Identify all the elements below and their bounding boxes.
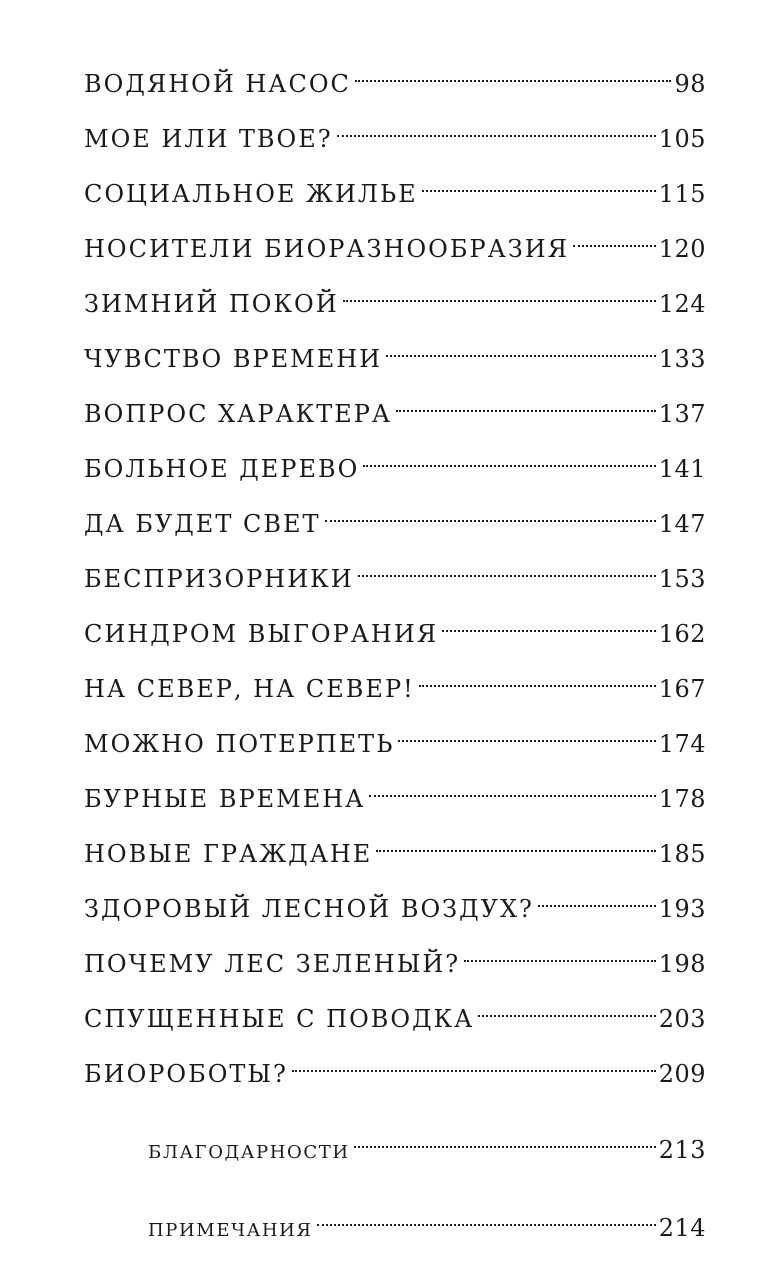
toc-entry-title: ПРИМЕЧАНИЯ bbox=[148, 1220, 313, 1241]
toc-entry-title: ДА БУДЕТ СВЕТ bbox=[84, 510, 321, 538]
toc-entry-page: 193 bbox=[658, 895, 706, 923]
toc-entry-page: 115 bbox=[658, 180, 706, 208]
toc-entry-title: БЕСПРИЗОРНИКИ bbox=[84, 565, 354, 593]
toc-entry bbox=[84, 272, 706, 318]
toc-entry-page: 203 bbox=[658, 1005, 706, 1033]
toc-entry-title: БИОРОБОТЫ? bbox=[84, 1060, 288, 1088]
toc-entry-page: 213 bbox=[658, 1136, 706, 1164]
toc-entry-title: БЛАГОДАРНОСТИ bbox=[148, 1142, 350, 1163]
toc-entry-title: МОЕ ИЛИ ТВОЕ? bbox=[84, 125, 333, 153]
toc-entry bbox=[84, 217, 706, 263]
dot-leader bbox=[292, 1042, 656, 1082]
dot-leader bbox=[363, 437, 655, 477]
toc-entry-title: ЗДОРОВЫЙ ЛЕСНОЙ ВОЗДУХ? bbox=[84, 895, 534, 923]
toc-entry-title: МОЖНО ПОТЕРПЕТЬ bbox=[84, 730, 395, 758]
dot-leader bbox=[573, 217, 656, 257]
dot-leader bbox=[478, 987, 655, 1027]
toc-entry bbox=[84, 52, 706, 98]
toc-entry-page: 137 bbox=[658, 400, 706, 428]
dot-leader bbox=[325, 492, 656, 532]
toc-entry-title: БУРНЫЕ ВРЕМЕНА bbox=[84, 785, 366, 813]
toc-entry-title: НА СЕВЕР, НА СЕВЕР! bbox=[84, 675, 415, 703]
dot-leader bbox=[343, 272, 656, 312]
toc-entry-title: СОЦИАЛЬНОЕ ЖИЛЬЕ bbox=[84, 180, 418, 208]
toc-entry-title: ЧУВСТВО ВРЕМЕНИ bbox=[84, 345, 383, 373]
dot-leader bbox=[337, 107, 656, 147]
toc-entry-title: ВОПРОС ХАРАКТЕРА bbox=[84, 400, 393, 428]
toc-entry bbox=[84, 382, 706, 428]
toc-entry-title: СИНДРОМ ВЫГОРАНИЯ bbox=[84, 620, 439, 648]
dot-leader bbox=[419, 657, 656, 697]
dot-leader bbox=[317, 1196, 656, 1236]
toc-entry bbox=[84, 107, 706, 153]
toc-entry-title: БОЛЬНОЕ ДЕРЕВО bbox=[84, 455, 360, 483]
toc-entry bbox=[84, 602, 706, 648]
toc-entry bbox=[84, 657, 706, 703]
toc-entry-title: ВОДЯНОЙ НАСОС bbox=[84, 70, 351, 98]
toc-entry-page: 214 bbox=[658, 1214, 706, 1242]
toc-entry-page: 167 bbox=[658, 675, 706, 703]
toc-back-matter-entry bbox=[148, 1196, 706, 1242]
toc-entry bbox=[84, 492, 706, 538]
toc-entry bbox=[84, 547, 706, 593]
toc-entry bbox=[84, 437, 706, 483]
dot-leader bbox=[355, 52, 672, 92]
toc-entry bbox=[84, 822, 706, 868]
toc-entry bbox=[84, 327, 706, 373]
toc-entry-title: НОВЫЕ ГРАЖДАНЕ bbox=[84, 840, 373, 868]
toc-entry-page: 178 bbox=[658, 785, 706, 813]
dot-leader bbox=[376, 822, 655, 862]
toc-entry-page: 98 bbox=[674, 70, 706, 98]
toc-entry-page: 120 bbox=[658, 235, 706, 263]
dot-leader bbox=[358, 547, 656, 587]
dot-leader bbox=[442, 602, 656, 642]
dot-leader bbox=[464, 932, 656, 972]
toc-entry-page: 147 bbox=[658, 510, 706, 538]
toc-entry-page: 133 bbox=[658, 345, 706, 373]
toc-entry bbox=[84, 767, 706, 813]
toc-entry-page: 198 bbox=[658, 950, 706, 978]
toc-entry bbox=[84, 1042, 706, 1088]
toc-entry bbox=[84, 932, 706, 978]
dot-leader bbox=[398, 712, 655, 752]
toc-entry bbox=[84, 712, 706, 758]
toc-entry-page: 174 bbox=[658, 730, 706, 758]
dot-leader bbox=[386, 327, 656, 367]
dot-leader bbox=[538, 877, 656, 917]
toc-entry-title: ПОЧЕМУ ЛЕС ЗЕЛЕНЫЙ? bbox=[84, 950, 461, 978]
toc-back-matter-entry bbox=[148, 1118, 706, 1164]
toc-entry-page: 141 bbox=[658, 455, 706, 483]
toc-entry bbox=[84, 877, 706, 923]
toc-entry-title: НОСИТЕЛИ БИОРАЗНООБРАЗИЯ bbox=[84, 235, 570, 263]
toc-entry-page: 153 bbox=[658, 565, 706, 593]
toc-entry bbox=[84, 162, 706, 208]
toc-entry-page: 105 bbox=[658, 125, 706, 153]
toc-entry-page: 162 bbox=[658, 620, 706, 648]
toc-entry bbox=[84, 987, 706, 1033]
toc-entry-title: ЗИМНИЙ ПОКОЙ bbox=[84, 290, 339, 318]
dot-leader bbox=[369, 767, 655, 807]
toc-entry-title: СПУЩЕННЫЕ С ПОВОДКА bbox=[84, 1005, 475, 1033]
dot-leader bbox=[422, 162, 656, 202]
dot-leader bbox=[396, 382, 656, 422]
toc-entry-page: 209 bbox=[658, 1060, 706, 1088]
toc-entry-page: 124 bbox=[658, 290, 706, 318]
toc-entry-page: 185 bbox=[658, 840, 706, 868]
dot-leader bbox=[354, 1118, 656, 1158]
